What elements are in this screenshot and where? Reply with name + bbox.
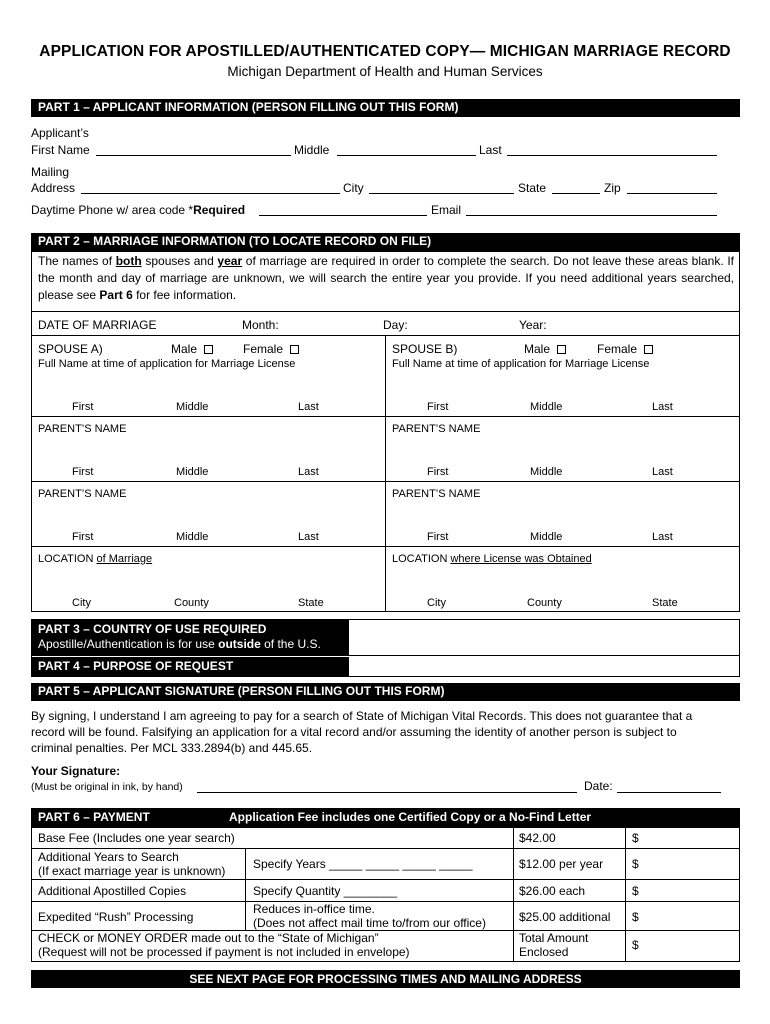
date-label: Date: bbox=[584, 779, 613, 793]
purpose-of-request-field[interactable] bbox=[349, 657, 740, 677]
last-name-field[interactable] bbox=[507, 155, 717, 156]
part5-heading: PART 5 – APPLICANT SIGNATURE (PERSON FILLING OUT THIS FORM) bbox=[31, 683, 740, 701]
first-label: First bbox=[72, 401, 94, 413]
spouse-b-female[interactable] bbox=[597, 342, 653, 356]
phone-field[interactable] bbox=[259, 215, 427, 216]
male-label: Male bbox=[171, 342, 198, 356]
part5-text: By signing, I understand I am agreeing to pay for a search of State of Michigan Vital Records. This does not guarantee that a record will be found. Falsifying an application for a vital record and/or assuming the identity of another person is subject to criminal penalties. Per MCL 333.2894(b) and 445.65. bbox=[31, 709, 693, 755]
part3-note-outside: outside bbox=[218, 637, 261, 651]
divider bbox=[31, 311, 740, 312]
original-ink-note: (Must be original in ink, by hand) bbox=[31, 781, 183, 793]
part3-heading-block bbox=[31, 619, 349, 656]
location-license-label bbox=[392, 553, 592, 565]
part6-heading-bar bbox=[31, 808, 740, 827]
checkbox-icon[interactable] bbox=[204, 345, 213, 354]
checkbox-icon[interactable] bbox=[290, 345, 299, 354]
total-line-2: Enclosed bbox=[519, 945, 569, 959]
required-marker: Required bbox=[193, 203, 246, 217]
location-marriage-label bbox=[38, 553, 152, 565]
first-label: First bbox=[427, 401, 449, 413]
zip-field[interactable] bbox=[627, 193, 717, 194]
rush-processing-checkbox[interactable]: $ bbox=[632, 910, 639, 924]
additional-years-label: Additional Years to Search (If exact marriage year is unknown) bbox=[38, 850, 226, 878]
county-label: County bbox=[527, 597, 562, 609]
intro-part6: Part 6 bbox=[99, 288, 133, 302]
last-label: Last bbox=[652, 401, 673, 413]
full-name-note: Full Name at time of application for Marriage License bbox=[38, 358, 296, 370]
day-label: Day: bbox=[383, 318, 408, 332]
last-name-label: Last bbox=[479, 143, 502, 157]
apostilled-copies-amount[interactable]: $ bbox=[632, 884, 639, 898]
parent-name-label: PARENT’S NAME bbox=[38, 423, 127, 435]
female-label: Female bbox=[243, 342, 284, 356]
middle-label: Middle bbox=[176, 401, 209, 413]
address-label: Address bbox=[31, 181, 76, 195]
spouse-a-label: SPOUSE A) bbox=[38, 342, 103, 356]
county-label: County bbox=[174, 597, 209, 609]
parent-name-label: PARENT’S NAME bbox=[392, 423, 481, 435]
see-next-page-banner: SEE NEXT PAGE FOR PROCESSING TIMES AND MAILING ADDRESS bbox=[31, 970, 740, 988]
intro-text: spouses and bbox=[141, 254, 218, 268]
signature-field[interactable] bbox=[197, 792, 577, 793]
total-label bbox=[519, 931, 588, 959]
middle-label: Middle bbox=[176, 531, 209, 543]
part3-heading: PART 3 – COUNTRY OF USE REQUIRED bbox=[38, 622, 267, 636]
part6-heading: PART 6 – PAYMENT bbox=[38, 810, 150, 824]
rush-processing-price: $25.00 additional bbox=[519, 910, 611, 924]
city-label: City bbox=[343, 181, 364, 195]
state-field[interactable] bbox=[552, 193, 600, 194]
specify-quantity-field[interactable]: Specify Quantity ________ bbox=[253, 884, 398, 898]
spouse-a-male[interactable] bbox=[171, 342, 213, 356]
middle-name-field[interactable] bbox=[337, 155, 476, 156]
row-divider bbox=[31, 848, 740, 849]
middle-name-label: Middle bbox=[294, 143, 330, 157]
check-money-order-note bbox=[38, 931, 410, 959]
first-label: First bbox=[427, 466, 449, 478]
divider bbox=[31, 416, 740, 417]
address-field[interactable] bbox=[81, 193, 340, 194]
spouse-a-female[interactable] bbox=[243, 342, 299, 356]
phone-label bbox=[31, 203, 245, 217]
part4-heading: PART 4 – PURPOSE OF REQUEST bbox=[38, 659, 234, 673]
email-label: Email bbox=[431, 203, 462, 217]
middle-label: Middle bbox=[176, 466, 209, 478]
full-name-note: Full Name at time of application for Marriage License bbox=[392, 358, 650, 370]
middle-label: Middle bbox=[530, 466, 563, 478]
country-of-use-field[interactable] bbox=[349, 655, 740, 656]
part4-heading-block bbox=[31, 657, 349, 677]
location-prefix: LOCATION bbox=[392, 553, 451, 565]
first-label: First bbox=[72, 531, 94, 543]
location-prefix: LOCATION bbox=[38, 553, 97, 565]
base-fee-amount[interactable]: $ bbox=[632, 831, 639, 845]
col-divider bbox=[245, 848, 246, 930]
intro-text: of marriage are required in order to complete the search. Do not leave these areas blank. If the month and day of marriage are unknown, we will search the entire year you provide. If you need additional years searched, please see bbox=[38, 254, 735, 302]
mailing-label: Mailing bbox=[31, 165, 70, 179]
first-label: First bbox=[72, 466, 94, 478]
base-fee-price: $42.00 bbox=[519, 831, 556, 845]
last-label: Last bbox=[298, 531, 319, 543]
first-name-label: First Name bbox=[31, 143, 90, 157]
state-label: State bbox=[518, 181, 547, 195]
intro-text: The names of bbox=[38, 254, 116, 268]
check-line-1: CHECK or MONEY ORDER made out to the “State of Michigan” bbox=[38, 931, 379, 945]
email-field[interactable] bbox=[466, 215, 717, 216]
row-divider bbox=[31, 879, 740, 880]
your-signature-label: Your Signature: bbox=[31, 764, 121, 778]
additional-years-price: $12.00 per year bbox=[519, 857, 604, 871]
city-label: City bbox=[427, 597, 446, 609]
part3-note bbox=[38, 637, 342, 651]
base-fee-label: Base Fee (Includes one year search) bbox=[38, 831, 235, 845]
part3-note-text: Apostille/Authentication is for use bbox=[38, 637, 219, 651]
part1-heading: PART 1 – APPLICANT INFORMATION (PERSON FILLING OUT THIS FORM) bbox=[31, 99, 740, 117]
apostilled-copies-price: $26.00 each bbox=[519, 884, 586, 898]
part6-fee-note: Application Fee includes one Certified Copy or a No-Find Letter bbox=[229, 810, 592, 824]
spouse-divider bbox=[385, 335, 386, 612]
year-label: Year: bbox=[519, 318, 547, 332]
total-line-1: Total Amount bbox=[519, 931, 589, 945]
divider bbox=[31, 546, 740, 547]
city-label: City bbox=[72, 597, 91, 609]
state-label: State bbox=[298, 597, 324, 609]
form-subtitle: Michigan Department of Health and Human Services bbox=[227, 64, 543, 79]
applicants-label: Applicant’s bbox=[31, 126, 89, 140]
phone-label-text: Daytime Phone w/ area code * bbox=[31, 203, 194, 217]
month-label: Month: bbox=[242, 318, 279, 332]
last-label: Last bbox=[652, 531, 673, 543]
form-title: APPLICATION FOR APOSTILLED/AUTHENTICATED COPY— MICHIGAN MARRIAGE RECORD bbox=[39, 43, 731, 60]
check-line-2: (Request will not be processed if payment is not included in envelope) bbox=[38, 945, 410, 959]
intro-text: for fee information. bbox=[132, 288, 237, 302]
parent-name-label: PARENT’S NAME bbox=[38, 488, 127, 500]
part2-heading: PART 2 – MARRIAGE INFORMATION (TO LOCATE RECORD ON FILE) bbox=[31, 233, 740, 251]
state-label: State bbox=[652, 597, 678, 609]
specify-years-field[interactable]: Specify Years _____ _____ _____ _____ bbox=[253, 857, 473, 871]
rush-processing-note: Reduces in-office time. (Does not affect mail time to/from our office) bbox=[253, 902, 486, 930]
date-of-marriage-label: DATE OF MARRIAGE bbox=[38, 318, 157, 332]
divider bbox=[31, 481, 740, 482]
middle-label: Middle bbox=[530, 531, 563, 543]
intro-both: both bbox=[115, 254, 142, 268]
intro-year: year bbox=[217, 254, 243, 268]
middle-label: Middle bbox=[530, 401, 563, 413]
checkbox-icon[interactable] bbox=[644, 345, 653, 354]
male-label: Male bbox=[524, 342, 551, 356]
apostilled-copies-label: Additional Apostilled Copies bbox=[38, 884, 187, 898]
date-field[interactable] bbox=[617, 792, 721, 793]
spouse-b-male[interactable] bbox=[524, 342, 566, 356]
spouse-b-label: SPOUSE B) bbox=[392, 342, 458, 356]
female-label: Female bbox=[597, 342, 638, 356]
total-amount-field[interactable]: $ bbox=[632, 938, 639, 952]
rush-processing-label: Expedited “Rush” Processing bbox=[38, 910, 194, 924]
last-label: Last bbox=[652, 466, 673, 478]
location-license-text: where License was Obtained bbox=[450, 553, 592, 565]
zip-label: Zip bbox=[604, 181, 621, 195]
location-marriage-text: of Marriage bbox=[96, 553, 153, 565]
first-name-field[interactable] bbox=[96, 155, 291, 156]
last-label: Last bbox=[298, 401, 319, 413]
city-field[interactable] bbox=[369, 193, 514, 194]
first-label: First bbox=[427, 531, 449, 543]
additional-years-amount[interactable]: $ bbox=[632, 857, 639, 871]
parent-name-label: PARENT’S NAME bbox=[392, 488, 481, 500]
last-label: Last bbox=[298, 466, 319, 478]
checkbox-icon[interactable] bbox=[557, 345, 566, 354]
part3-note-text: of the U.S. bbox=[260, 637, 321, 651]
